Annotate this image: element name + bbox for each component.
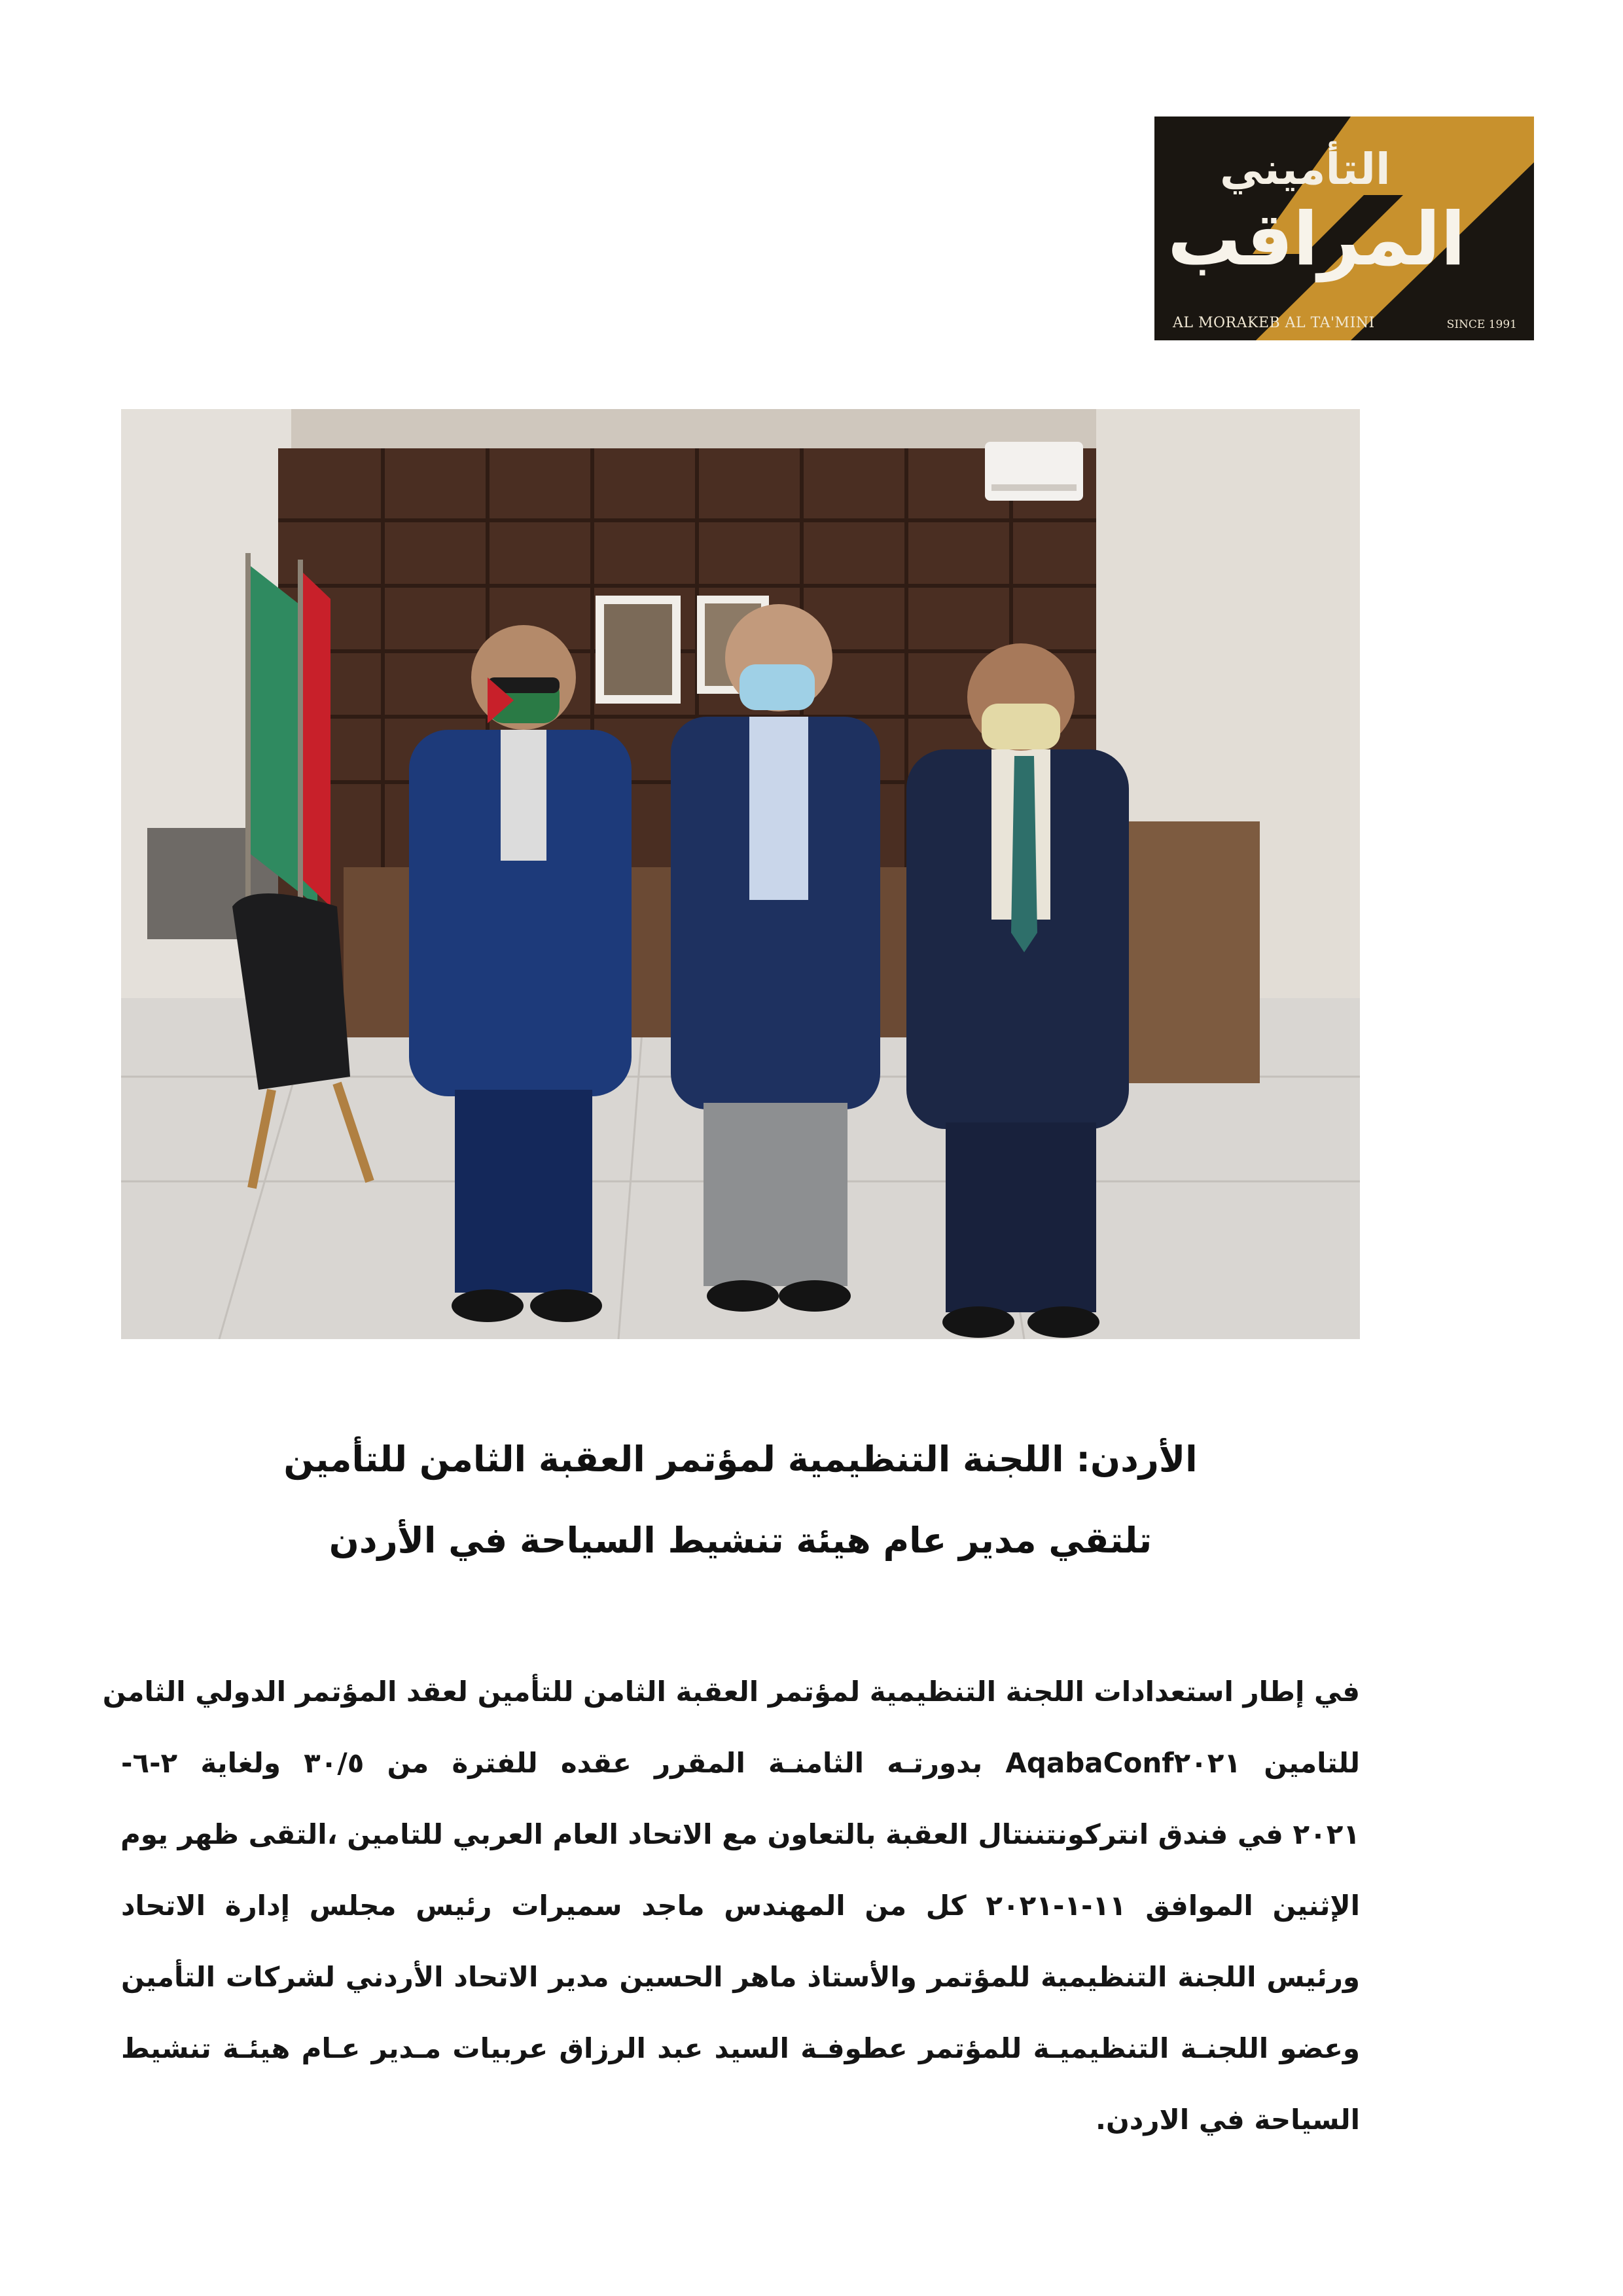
body-line: السياحة في الاردن. [1095,2104,1360,2136]
article-body [102,1656,1361,2155]
photo-illustration [121,409,1360,1339]
body-line: وعضو اللجنـة التنظيميـة للمؤتمر عطوفـة السيد عبد الرزاق عربيات مـدير عـام هيئـة تنشيط [121,2032,1360,2064]
publication-logo [1154,117,1534,340]
logo-since-year: SINCE 1991 [1446,318,1517,331]
article-photo [121,409,1360,1339]
logo-arabic-title: المراقب [1168,197,1466,282]
body-line: للتامين AqabaConf٢٠٢١ بدورتـه الثامنـة المقرر عقده للفترة من ٣٠/٥ ولغاية ٢-٦- [121,1747,1360,1779]
body-line: ورئيس اللجنة التنظيمية للمؤتمر والأستاذ ماهر الحسين مدير الاتحاد الأردني لشركات التأمين [121,1961,1360,1993]
logo-arabic-subtitle: التأميني [1220,144,1391,194]
body-line: ٢٠٢١ في فندق انتركونتننتال العقبة بالتعاون مع الاتحاد العام العربي للتامين ،التقى ظهر يوم [120,1818,1360,1850]
body-line: الإثنين الموافق ١١-١-٢٠٢١ كل من المهندس ماجد سميرات رئيس مجلس إدارة الاتحاد [121,1890,1361,1922]
article-headline-line-2: تلتقي مدير عام هيئة تنشيط السياحة في الأردن [329,1520,1152,1561]
logo-latin-name: AL MORAKEB AL TA'MINI [1173,315,1375,331]
article-headline-line-1: الأردن: اللجنة التنظيمية لمؤتمر العقبة الثامن للتأمين [283,1439,1198,1480]
body-line: في إطار استعدادات اللجنة التنظيمية لمؤتمر العقبة الثامن للتأمين لعقد المؤتمر الدولي الثامن [102,1676,1360,1708]
